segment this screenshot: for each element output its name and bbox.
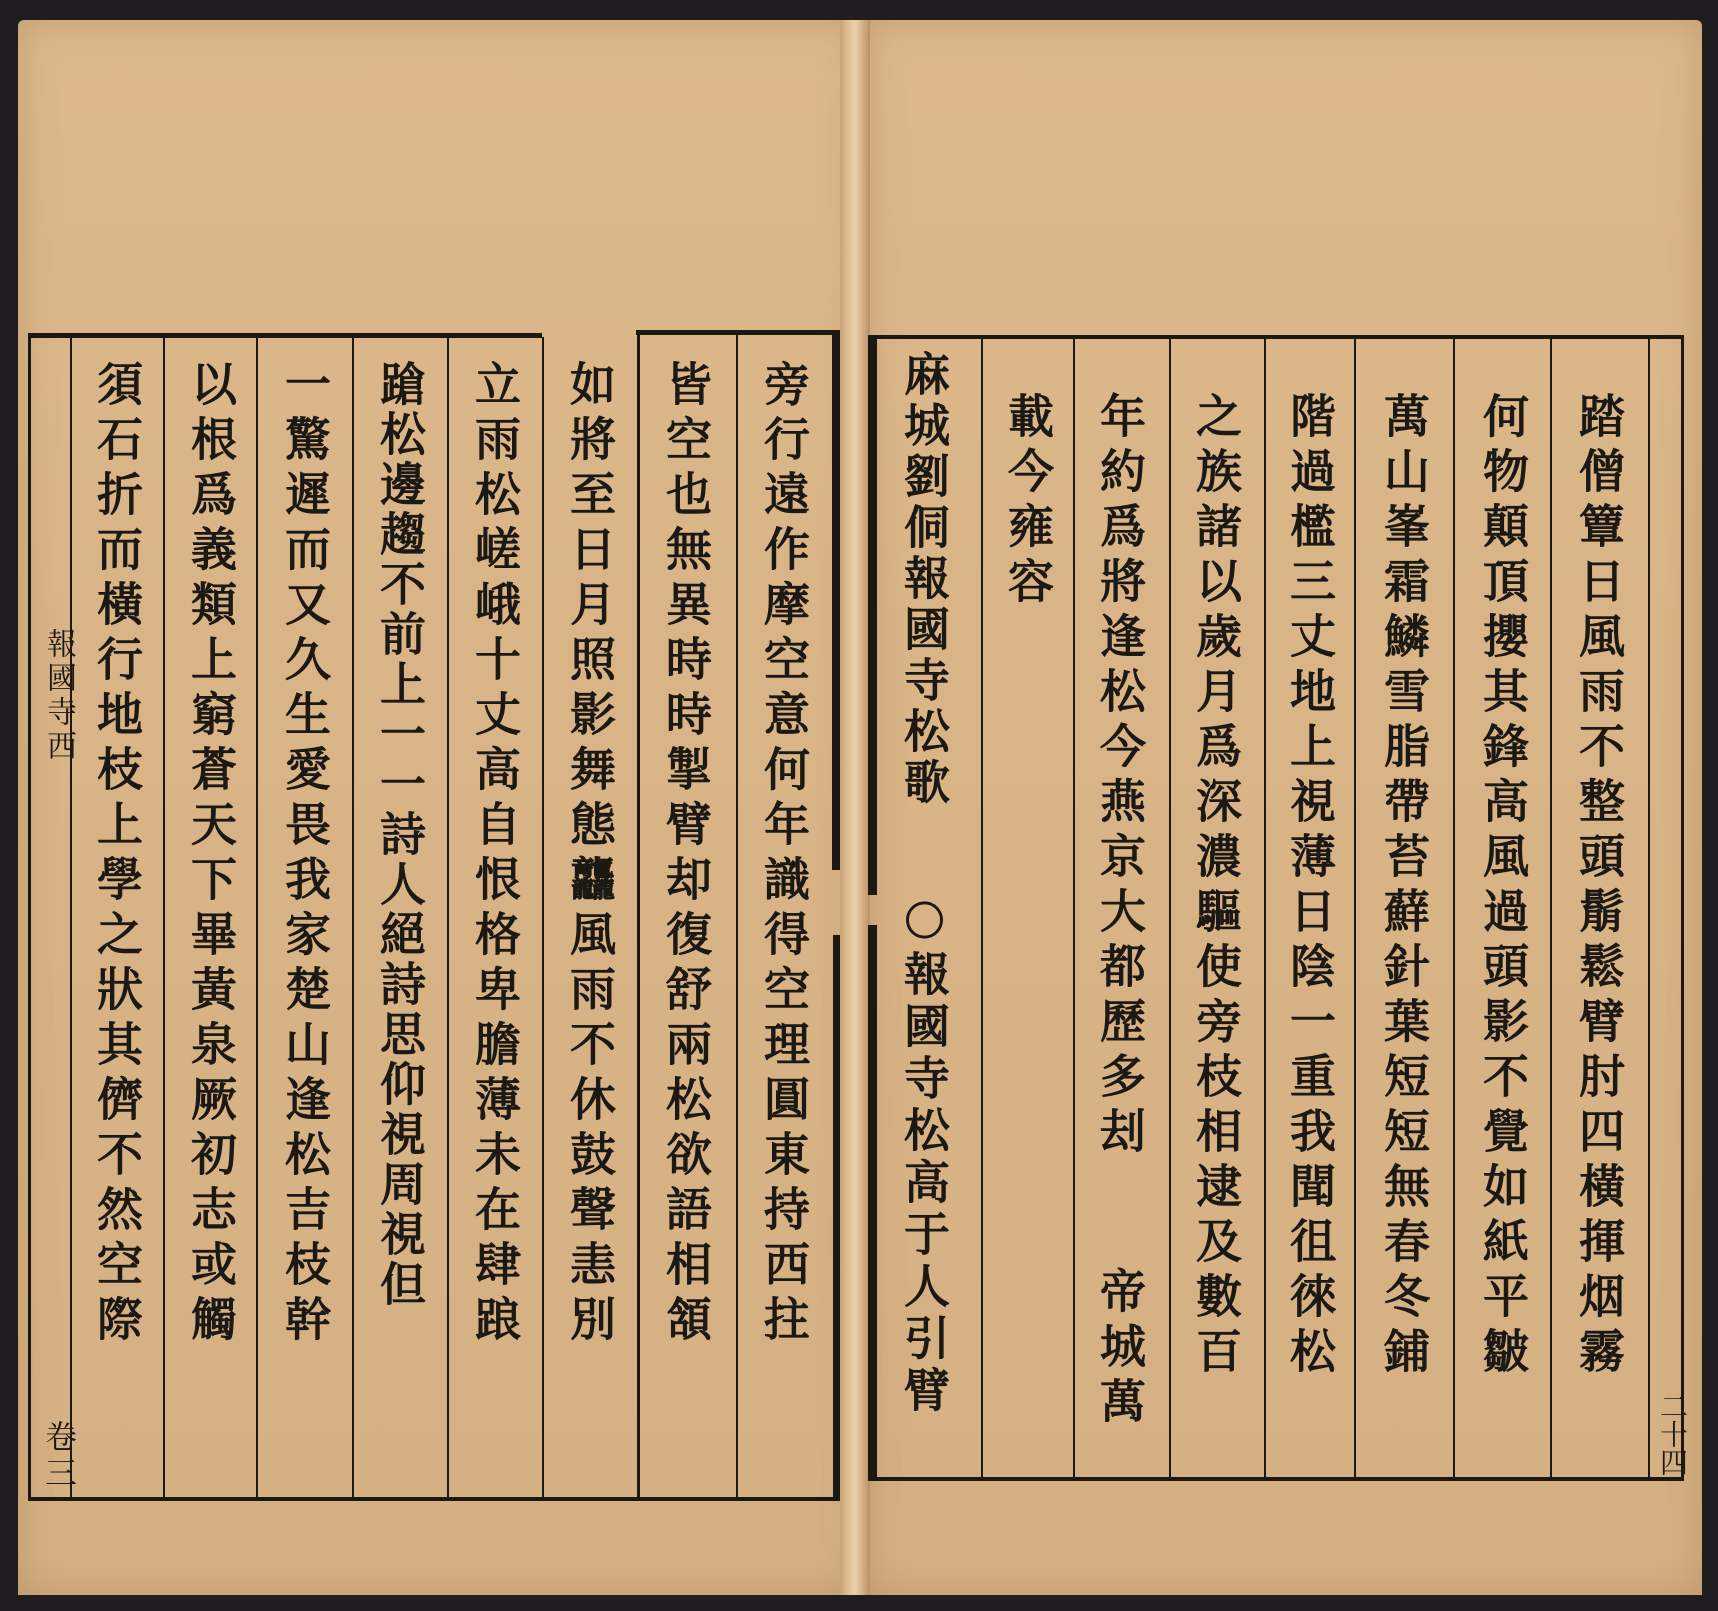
left-col-rule: [163, 337, 165, 1497]
page-number: 二十四: [1656, 1392, 1689, 1476]
right-column-1: 踏僧簟日風雨不整頭鬅鬆臂肘四橫揮烟霧: [1572, 392, 1626, 1382]
right-col-rule: [1550, 339, 1552, 1477]
right-top-border: [872, 335, 1684, 339]
left-column-8: 須石折而橫行地枝上學之狀其儕不然空際: [90, 360, 144, 1350]
left-col-rule: [736, 334, 738, 1497]
book-gutter: [840, 20, 870, 1595]
right-column-3: 萬山峯霜鱗雪脂帶苔蘚針葉短短無春冬鋪: [1377, 392, 1431, 1382]
poem-title-continued: 報國寺松高于人引臂: [897, 950, 951, 1418]
left-col-rule: [542, 337, 544, 1497]
right-outer-edge: [1681, 335, 1684, 1481]
right-col-rule: [1354, 339, 1356, 1477]
left-col-rule: [256, 337, 258, 1497]
volume-label: 卷三: [40, 1420, 78, 1492]
right-page-num-strip: [1648, 339, 1650, 1477]
left-column-7: 以根爲義類上窮蒼天下畢黃泉厥初志或觸: [184, 360, 238, 1350]
left-bottom-rule: [28, 1497, 836, 1501]
right-col-rule: [981, 339, 983, 1477]
right-column-6: 年約爲將逢松今燕京大都歷多刦: [1093, 392, 1147, 1162]
title-circle-mark: 〇: [898, 900, 945, 949]
left-page: [18, 20, 858, 1595]
right-column-7: 載今雍容: [1001, 392, 1055, 612]
left-col-rule: [447, 337, 449, 1497]
left-column-6: 一驚遲而又久生愛畏我家楚山逢松吉枝幹: [278, 360, 332, 1350]
left-column-2: 皆空也無異時時掣臂却復舒兩松欲語相頷: [659, 360, 713, 1350]
center-strip-title: 報國寺西: [41, 628, 76, 764]
right-column-4: 階過檻三丈地上視薄日陰一重我聞徂徠松: [1283, 392, 1337, 1382]
right-bottom-rule: [872, 1477, 1684, 1481]
right-col-rule: [1073, 339, 1075, 1477]
left-column-1: 旁行遠作摩空意何年識得空理圓東持西拄: [757, 360, 811, 1350]
left-col-rule: [352, 337, 354, 1497]
poem-title: 麻城劉侗報國寺松歌: [897, 350, 951, 809]
left-column-5: 蹌松邊趨不前上一一詩人絕詩思仰視周視但: [373, 360, 427, 1310]
right-column-6-tail: 帝城萬: [1093, 1267, 1147, 1432]
left-column-3: 如將至日月照影舞態龘風雨不休鼓聲恚別: [563, 360, 617, 1350]
right-column-2: 何物顛頂攖其鋒高風過頭影不覺如紙平皺: [1476, 392, 1530, 1382]
right-col-rule: [1453, 339, 1455, 1477]
left-column-4: 立雨松嵯峨十丈高自恨格卑膽薄未在肆踉: [468, 360, 522, 1350]
right-col-rule: [1169, 339, 1171, 1477]
left-inner-edge-lower: [833, 935, 840, 1501]
right-inner-edge: [868, 335, 877, 895]
right-col-rule: [1264, 339, 1266, 1477]
right-column-5: 之族諸以歲月爲深濃驅使旁枝相逮及數百: [1189, 392, 1243, 1382]
left-center-strip-line: [70, 337, 72, 1497]
left-inner-edge: [832, 330, 840, 870]
left-outer-edge: [28, 333, 31, 1501]
left-col-rule: [637, 334, 640, 1497]
right-inner-edge-lower: [868, 925, 877, 1481]
left-top-border: [28, 333, 542, 338]
